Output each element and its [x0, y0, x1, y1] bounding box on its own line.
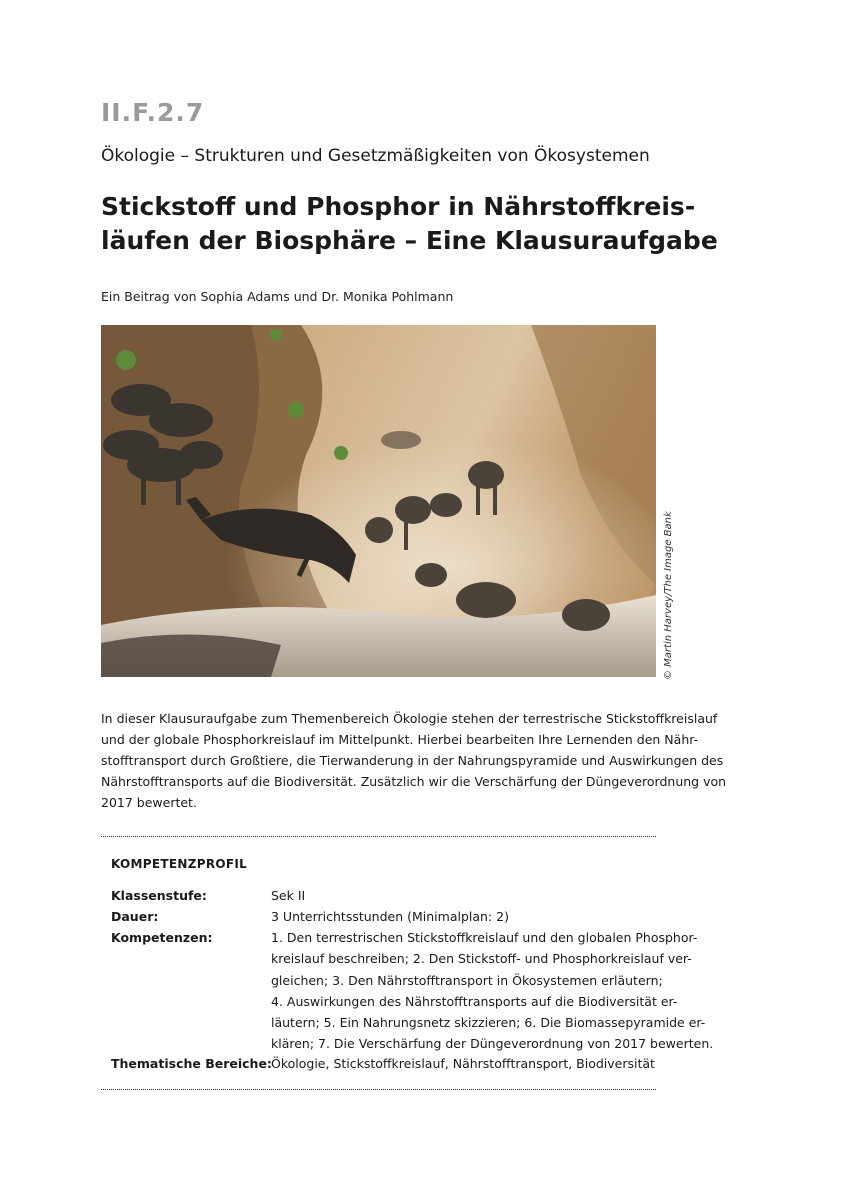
intro-line-5: 2017 bewertet. — [101, 795, 197, 810]
competencies-label: Kompetenzen: — [111, 930, 213, 945]
competencies-line-2: kreislauf beschreiben; 2. Den Stickstoff- und Phosphorkreislauf ver- — [271, 951, 692, 967]
topics-value: Ökologie, Stickstoffkreislauf, Nährstofftransport, Biodiversität — [271, 1056, 655, 1071]
dotted-divider-top — [101, 836, 656, 837]
intro-paragraph — [101, 708, 727, 813]
wildebeest-river-crossing-photo — [101, 325, 656, 677]
page-title — [101, 190, 718, 258]
intro-line-4: Nährstofftransports auf die Biodiversität. Zusätzlich wir die Verschärfung der Düngeverordnung von — [101, 774, 727, 789]
duration-value: 3 Unterrichtsstunden (Minimalplan: 2) — [271, 909, 509, 924]
intro-line-2: und der globale Phosphorkreislauf im Mittelpunkt. Hierbei bearbeiten Ihre Lernenden den Nähr- — [101, 732, 699, 747]
intro-line-1: In dieser Klausuraufgabe zum Themenbereich Ökologie stehen der terrestrische Stickstoffkreislauf — [101, 711, 718, 726]
class-value: Sek II — [271, 888, 306, 903]
intro-line-3: stofftransport durch Großtiere, die Tierwanderung in der Nahrungspyramide und Auswirkungen des — [101, 753, 724, 768]
competencies-line-4: 4. Auswirkungen des Nährstofftransports auf die Biodiversität er- — [271, 993, 678, 1009]
section-code: II.F.2.7 — [101, 98, 205, 127]
author-line: Ein Beitrag von Sophia Adams und Dr. Monika Pohlmann — [101, 289, 454, 304]
title-line-2: läufen der Biosphäre – Eine Klausuraufgabe — [101, 226, 718, 255]
subtitle: Ökologie – Strukturen und Gesetzmäßigkeiten von Ökosystemen — [101, 146, 650, 166]
profile-heading: KOMPETENZPROFIL — [111, 857, 248, 871]
photo-credit: © Martin Harvey/The Image Bank — [663, 511, 674, 680]
class-label: Klassenstufe: — [111, 888, 207, 903]
competencies-line-1: 1. Den terrestrischen Stickstoffkreislauf und den globalen Phosphor- — [271, 930, 698, 945]
competencies-line-3: gleichen; 3. Den Nährstofftransport in Ökosystemen erläutern; — [271, 972, 663, 988]
competencies-line-6: klären; 7. Die Verschärfung der Düngeverordnung von 2017 bewerten. — [271, 1036, 714, 1052]
title-line-1: Stickstoff und Phosphor in Nährstoffkreis- — [101, 192, 696, 221]
competencies-line-5: läutern; 5. Ein Nahrungsnetz skizzieren; 6. Die Biomassepyramide er- — [271, 1015, 706, 1031]
duration-label: Dauer: — [111, 909, 159, 924]
dotted-divider-bottom — [101, 1089, 656, 1090]
competencies-value — [271, 927, 714, 1055]
topics-label: Thematische Bereiche: — [111, 1056, 272, 1071]
